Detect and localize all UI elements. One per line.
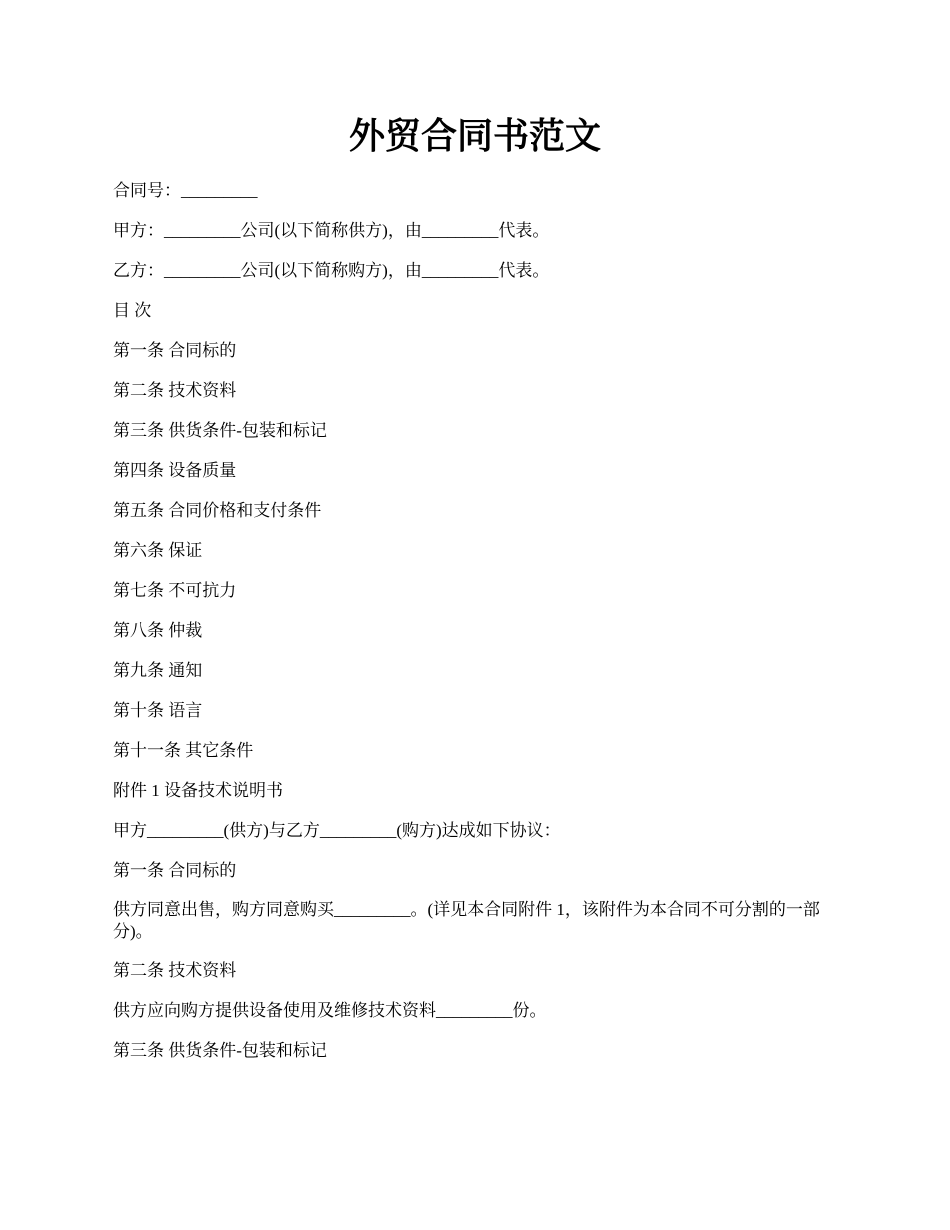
document-body <box>113 179 838 1079</box>
toc-item: 第十条 语言 <box>113 701 203 720</box>
article-body: 供方同意出售，购方同意购买_________。(详见本合同附件 1，该附件为本合同不可分割的一部分)。 <box>113 900 820 941</box>
toc-item: 第一条 合同标的 <box>113 341 237 360</box>
article-body: 供方应向购方提供设备使用及维修技术资料_________份。 <box>113 1001 547 1020</box>
toc-item: 第三条 供货条件-包装和标记 <box>113 421 327 440</box>
toc-item: 第九条 通知 <box>113 661 203 680</box>
article-heading: 第二条 技术资料 <box>113 961 237 980</box>
toc-heading: 目 次 <box>113 301 152 320</box>
article-heading: 第一条 合同标的 <box>113 861 237 880</box>
party-b-line: 乙方：_________公司(以下简称购方)，由_________代表。 <box>113 261 550 280</box>
party-a-line: 甲方：_________公司(以下简称供方)，由_________代表。 <box>113 221 550 240</box>
toc-item: 第五条 合同价格和支付条件 <box>113 501 322 520</box>
contract-number-line: 合同号：_________ <box>113 181 258 200</box>
toc-item: 第四条 设备质量 <box>113 461 237 480</box>
toc-item: 第七条 不可抗力 <box>113 581 237 600</box>
toc-item: 第八条 仲裁 <box>113 621 203 640</box>
toc-item: 附件 1 设备技术说明书 <box>113 781 283 800</box>
toc-item: 第十一条 其它条件 <box>113 741 254 760</box>
article-heading: 第三条 供货条件-包装和标记 <box>113 1041 327 1060</box>
document-title: 外贸合同书范文 <box>348 116 601 156</box>
toc-item: 第二条 技术资料 <box>113 381 237 400</box>
agreement-intro: 甲方_________(供方)与乙方_________(购方)达成如下协议： <box>113 821 561 840</box>
toc-item: 第六条 保证 <box>113 541 203 560</box>
